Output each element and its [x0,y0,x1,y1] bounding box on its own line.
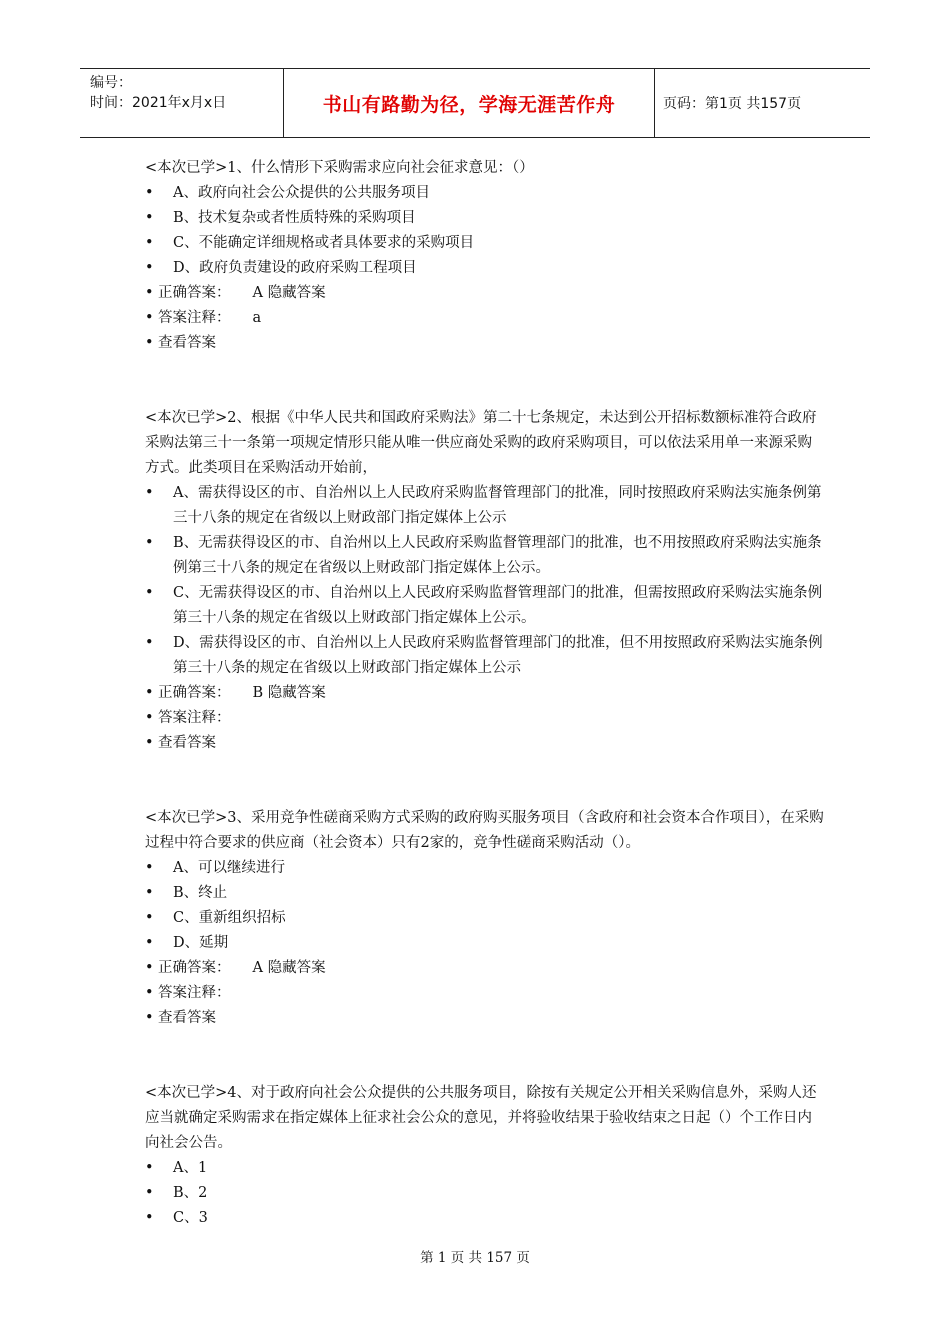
option-c[interactable]: • C、3 [145,1206,825,1231]
option-b[interactable]: • B、无需获得设区的市、自治州以上人民政府采购监督管理部门的批准，也不用按照政府采购法实施条例第三十八条的规定在省级以上财政部门指定媒体上公示。 [145,531,825,581]
correct-answer-row: • 正确答案： A 隐藏答案 [145,281,825,306]
view-answer-link[interactable]: • 查看答案 [145,1006,825,1031]
doc-number-label: 编号： [90,75,132,91]
question-3 [145,806,825,1031]
bullet-icon: • [145,985,154,1001]
question-text: <本次已学>3、采用竞争性磋商采购方式采购的政府购买服务项目（含政府和社会资本合作项目），在采购过程中符合要求的供应商（社会资本）只有2家的，竞争性磋商采购活动（）。 [145,810,824,851]
header-motto-cell [283,69,655,137]
bullet-icon: • [145,1210,154,1226]
bullet-icon: • [145,535,154,551]
question-text: <本次已学>4、对于政府向社会公众提供的公共服务项目，除按有关规定公开相关采购信息外，采购人还应当就确定采购需求在指定媒体上征求社会公众的意见，并将验收结果于验收结束之日起（）个工作日内向社会公告。 [145,1085,817,1151]
question-text: <本次已学>1、什么情形下采购需求应向社会征求意见：（） [145,160,534,176]
option-d[interactable]: • D、政府负责建设的政府采购工程项目 [145,256,825,281]
correct-answer-value: A [252,285,263,301]
bullet-icon: • [145,185,154,201]
correct-answer-row: • 正确答案： A 隐藏答案 [145,956,825,981]
option-b[interactable]: • B、终止 [145,881,825,906]
option-a[interactable]: • A、1 [145,1156,825,1181]
bullet-icon: • [145,585,154,601]
header-page-info: 页码：第1页 共157页 [663,96,802,112]
bullet-icon: • [145,710,154,726]
question-1 [145,156,825,356]
bullet-icon: • [145,960,154,976]
view-answer-link[interactable]: • 查看答案 [145,331,825,356]
bullet-icon: • [145,910,154,926]
answer-note-row: • 答案注释： [145,981,825,1006]
hide-answer-link[interactable]: 隐藏答案 [267,285,326,301]
question-4 [145,1081,825,1231]
correct-answer-value: A [252,960,263,976]
answer-note-row: • 答案注释： a [145,306,825,331]
view-answer-link[interactable]: • 查看答案 [145,731,825,756]
bullet-icon: • [145,1185,154,1201]
doc-time-label: 时间：2021年x月x日 [90,95,227,111]
header-meta [80,69,283,137]
bullet-icon: • [145,860,154,876]
bullet-icon: • [145,935,154,951]
bullet-icon: • [145,485,154,501]
question-2 [145,406,825,756]
option-a[interactable]: • A、需获得设区的市、自治州以上人民政府采购监督管理部门的批准，同时按照政府采购法实施条例第三十八条的规定在省级以上财政部门指定媒体上公示 [145,481,825,531]
bullet-icon: • [145,285,154,301]
page-header [80,68,870,138]
correct-answer-value: B [252,685,264,701]
bullet-icon: • [145,885,154,901]
hide-answer-link[interactable]: 隐藏答案 [267,685,326,701]
answer-note-value: a [252,310,262,326]
bullet-icon: • [145,310,154,326]
question-text: <本次已学>2、根据《中华人民共和国政府采购法》第二十七条规定，未达到公开招标数额标准符合政府采购法第三十一条第一项规定情形只能从唯一供应商处采购的政府采购项目，可以依法采用单一来源采购方式。此类项目在采购活动开始前， [145,410,817,476]
answer-note-row: • 答案注释： [145,706,825,731]
bullet-icon: • [145,635,154,651]
page-footer: 第 1 页 共 157 页 [420,1250,530,1266]
bullet-icon: • [145,1160,154,1176]
bullet-icon: • [145,1010,154,1026]
bullet-icon: • [145,735,154,751]
option-b[interactable]: • B、技术复杂或者性质特殊的采购项目 [145,206,825,231]
option-c[interactable]: • C、不能确定详细规格或者具体要求的采购项目 [145,231,825,256]
option-d[interactable]: • D、需获得设区的市、自治州以上人民政府采购监督管理部门的批准，但不用按照政府采购法实施条例第三十八条的规定在省级以上财政部门指定媒体上公示 [145,631,825,681]
bullet-icon: • [145,260,154,276]
option-b[interactable]: • B、2 [145,1181,825,1206]
correct-answer-row: • 正确答案： B 隐藏答案 [145,681,825,706]
question-list [145,156,825,1281]
bullet-icon: • [145,685,154,701]
option-c[interactable]: • C、无需获得设区的市、自治州以上人民政府采购监督管理部门的批准，但需按照政府采购法实施条例第三十八条的规定在省级以上财政部门指定媒体上公示。 [145,581,825,631]
header-motto: 书山有路勤为径，学海无涯苦作舟 [322,93,616,116]
hide-answer-link[interactable]: 隐藏答案 [267,960,326,976]
option-a[interactable]: • A、政府向社会公众提供的公共服务项目 [145,181,825,206]
bullet-icon: • [145,335,154,351]
option-d[interactable]: • D、延期 [145,931,825,956]
bullet-icon: • [145,235,154,251]
bullet-icon: • [145,210,154,226]
option-a[interactable]: • A、可以继续进行 [145,856,825,881]
option-c[interactable]: • C、重新组织招标 [145,906,825,931]
